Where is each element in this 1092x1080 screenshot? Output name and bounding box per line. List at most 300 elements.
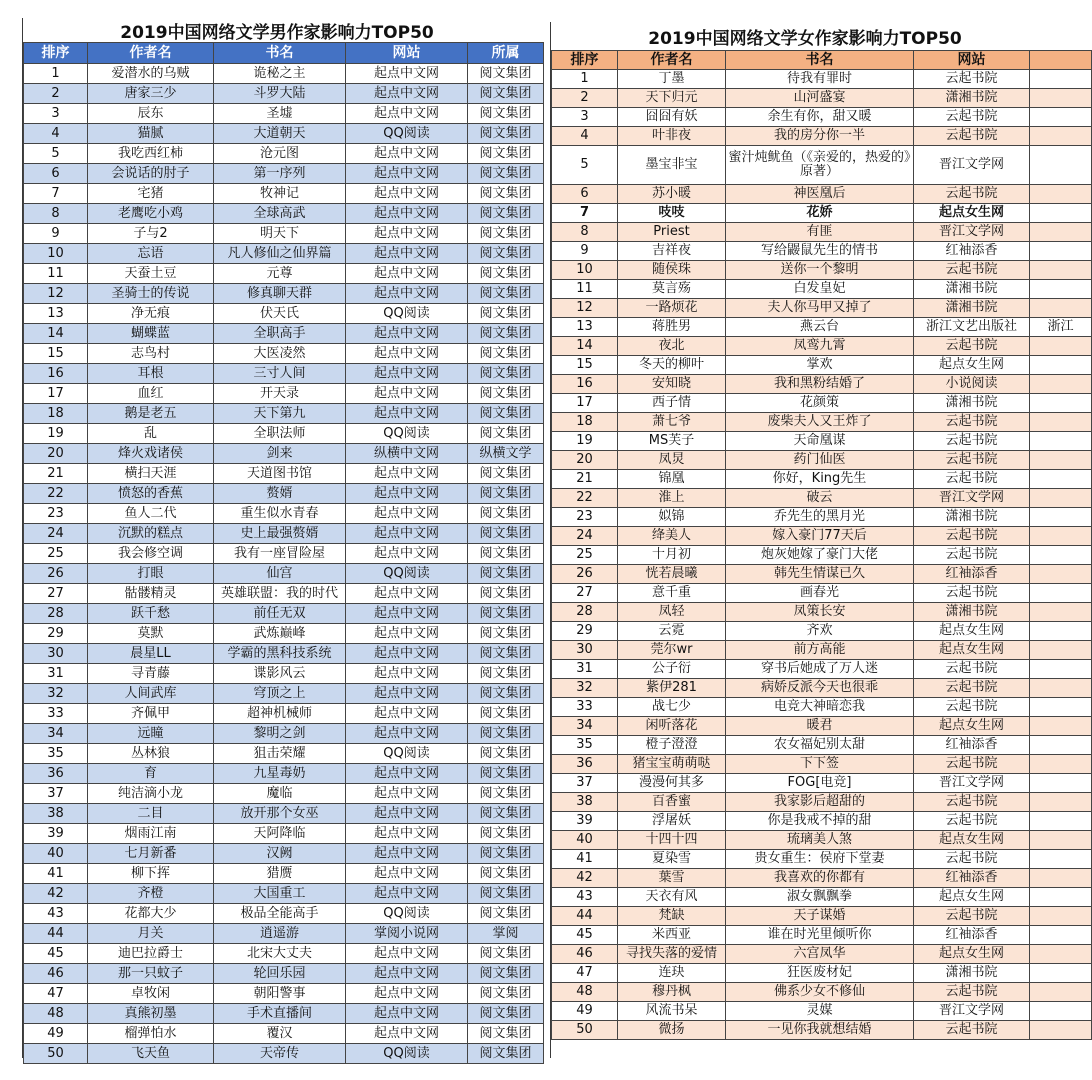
group-cell — [1030, 299, 1092, 318]
group-cell: 阅文集团 — [468, 204, 544, 224]
author-cell: 烽火戏诸侯 — [88, 444, 214, 464]
author-cell: 锦凰 — [618, 470, 726, 489]
table-row — [552, 527, 1092, 546]
rank-cell: 42 — [552, 869, 618, 888]
author-cell: 卓牧闲 — [88, 984, 214, 1004]
author-cell: 吱吱 — [618, 204, 726, 223]
book-cell: 开天录 — [214, 384, 346, 404]
author-cell: 夜北 — [618, 337, 726, 356]
site-cell: 红袖添香 — [914, 242, 1030, 261]
group-cell: 阅文集团 — [468, 504, 544, 524]
author-cell: 随侯珠 — [618, 261, 726, 280]
header-author: 作者名 — [88, 43, 214, 64]
rank-cell: 44 — [24, 924, 88, 944]
table-row — [552, 793, 1092, 812]
rank-cell: 10 — [552, 261, 618, 280]
group-cell — [1030, 280, 1092, 299]
rank-cell: 45 — [24, 944, 88, 964]
author-cell: 紫伊281 — [618, 679, 726, 698]
rank-cell: 40 — [552, 831, 618, 850]
table-row — [24, 124, 544, 144]
table-row — [552, 964, 1092, 983]
site-cell: 云起书院 — [914, 70, 1030, 89]
book-cell: 前任无双 — [214, 604, 346, 624]
table-row — [24, 1004, 544, 1024]
book-cell: 史上最强赘婿 — [214, 524, 346, 544]
book-cell: 仙宫 — [214, 564, 346, 584]
author-cell: 百香蜜 — [618, 793, 726, 812]
rank-cell: 43 — [24, 904, 88, 924]
table-row — [552, 280, 1092, 299]
book-cell: 逍遥游 — [214, 924, 346, 944]
table-row — [552, 299, 1092, 318]
rank-cell: 43 — [552, 888, 618, 907]
rank-cell: 7 — [552, 204, 618, 223]
book-cell: 魔临 — [214, 784, 346, 804]
table-row — [552, 413, 1092, 432]
header-group: 所属 — [468, 43, 544, 64]
rank-cell: 35 — [24, 744, 88, 764]
rank-cell: 49 — [24, 1024, 88, 1044]
site-cell: 起点中文网 — [346, 384, 468, 404]
book-cell: 极品全能高手 — [214, 904, 346, 924]
author-cell: 凤轻 — [618, 603, 726, 622]
rank-cell: 40 — [24, 844, 88, 864]
site-cell: 起点中文网 — [346, 524, 468, 544]
rank-cell: 48 — [552, 983, 618, 1002]
group-cell — [1030, 831, 1092, 850]
site-cell: 云起书院 — [914, 527, 1030, 546]
book-cell: 燕云台 — [726, 318, 914, 337]
group-cell: 阅文集团 — [468, 424, 544, 444]
author-cell: 育 — [88, 764, 214, 784]
header-rank: 排序 — [24, 43, 88, 64]
rank-cell: 50 — [552, 1021, 618, 1040]
book-cell: 电竞大神暗恋我 — [726, 698, 914, 717]
table-row — [24, 64, 544, 84]
rank-cell: 31 — [24, 664, 88, 684]
rank-cell: 15 — [552, 356, 618, 375]
rank-cell: 30 — [552, 641, 618, 660]
rank-cell: 38 — [552, 793, 618, 812]
author-cell: 西子情 — [618, 394, 726, 413]
book-cell: 乔先生的黑月光 — [726, 508, 914, 527]
site-cell: 云起书院 — [914, 127, 1030, 146]
table-row — [24, 944, 544, 964]
author-cell: 莞尔wr — [618, 641, 726, 660]
site-cell: 潇湘书院 — [914, 280, 1030, 299]
table-row — [24, 484, 544, 504]
site-cell: 起点中文网 — [346, 404, 468, 424]
site-cell: 云起书院 — [914, 660, 1030, 679]
book-cell: 药门仙医 — [726, 451, 914, 470]
group-cell — [1030, 70, 1092, 89]
site-cell: QQ阅读 — [346, 1044, 468, 1064]
book-cell: 九星毒奶 — [214, 764, 346, 784]
table-row — [552, 888, 1092, 907]
book-cell: 赘婿 — [214, 484, 346, 504]
site-cell: 起点中文网 — [346, 264, 468, 284]
book-cell: 凡人修仙之仙界篇 — [214, 244, 346, 264]
table-row — [552, 926, 1092, 945]
book-cell: 前方高能 — [726, 641, 914, 660]
author-cell: 沉默的糕点 — [88, 524, 214, 544]
site-cell: 潇湘书院 — [914, 394, 1030, 413]
author-cell: 风流书呆 — [618, 1002, 726, 1021]
book-cell: 天子谋婚 — [726, 907, 914, 926]
table-row — [552, 660, 1092, 679]
author-cell: 漫漫何其多 — [618, 774, 726, 793]
book-cell: 暖君 — [726, 717, 914, 736]
book-cell: 蜜汁炖鱿鱼（《亲爱的，热爱的》原著） — [726, 146, 914, 185]
group-cell — [1030, 964, 1092, 983]
site-cell: 晋江文学网 — [914, 1002, 1030, 1021]
book-cell: 剑来 — [214, 444, 346, 464]
group-cell: 阅文集团 — [468, 284, 544, 304]
book-cell: 狂医废材妃 — [726, 964, 914, 983]
author-cell: MS芙子 — [618, 432, 726, 451]
author-cell: 天下归元 — [618, 89, 726, 108]
author-cell: 一路烦花 — [618, 299, 726, 318]
table-row — [24, 204, 544, 224]
group-cell: 阅文集团 — [468, 904, 544, 924]
group-cell — [1030, 451, 1092, 470]
author-cell: 鱼人二代 — [88, 504, 214, 524]
book-cell: 淑女飘飘拳 — [726, 888, 914, 907]
site-cell: 纵横中文网 — [346, 444, 468, 464]
header-site: 网站 — [346, 43, 468, 64]
book-cell: 画春光 — [726, 584, 914, 603]
site-cell: 潇湘书院 — [914, 603, 1030, 622]
rank-cell: 49 — [552, 1002, 618, 1021]
book-cell: 轮回乐园 — [214, 964, 346, 984]
table-row — [24, 724, 544, 744]
female-table-title: 2019中国网络文学女作家影响力TOP50 — [648, 28, 962, 49]
site-cell: 云起书院 — [914, 907, 1030, 926]
table-row — [24, 364, 544, 384]
site-cell: 起点中文网 — [346, 204, 468, 224]
table-row — [552, 679, 1092, 698]
book-cell: 掌欢 — [726, 356, 914, 375]
group-cell: 阅文集团 — [468, 364, 544, 384]
author-cell: 柳下挥 — [88, 864, 214, 884]
site-cell: 起点中文网 — [346, 724, 468, 744]
author-cell: 凤炅 — [618, 451, 726, 470]
group-cell — [1030, 356, 1092, 375]
book-cell: 猎赝 — [214, 864, 346, 884]
author-cell: 意千重 — [618, 584, 726, 603]
rank-cell: 20 — [552, 451, 618, 470]
book-cell: 琉璃美人煞 — [726, 831, 914, 850]
table-row — [24, 604, 544, 624]
rank-cell: 21 — [552, 470, 618, 489]
table-row — [24, 444, 544, 464]
group-cell: 阅文集团 — [468, 184, 544, 204]
group-cell: 阅文集团 — [468, 944, 544, 964]
group-cell — [1030, 850, 1092, 869]
site-cell: 起点女生网 — [914, 945, 1030, 964]
author-cell: 囧囧有妖 — [618, 108, 726, 127]
book-cell: 灵媒 — [726, 1002, 914, 1021]
book-cell: 超神机械师 — [214, 704, 346, 724]
male-authors-panel — [22, 18, 532, 1061]
book-cell: 你好，King先生 — [726, 470, 914, 489]
group-cell: 阅文集团 — [468, 1004, 544, 1024]
rank-cell: 45 — [552, 926, 618, 945]
rank-cell: 8 — [24, 204, 88, 224]
rank-cell: 39 — [552, 812, 618, 831]
site-cell: 起点女生网 — [914, 888, 1030, 907]
site-cell: 起点女生网 — [914, 356, 1030, 375]
female-table-body — [552, 70, 1092, 1040]
group-cell — [1030, 565, 1092, 584]
author-cell: 梵缺 — [618, 907, 726, 926]
book-cell: 大道朝天 — [214, 124, 346, 144]
site-cell: 小说阅读 — [914, 375, 1030, 394]
rank-cell: 28 — [552, 603, 618, 622]
group-cell: 阅文集团 — [468, 304, 544, 324]
site-cell: 云起书院 — [914, 679, 1030, 698]
header-book: 书名 — [214, 43, 346, 64]
rank-cell: 6 — [552, 185, 618, 204]
rank-cell: 24 — [24, 524, 88, 544]
table-row — [552, 70, 1092, 89]
author-cell: 纯洁滴小龙 — [88, 784, 214, 804]
rank-cell: 36 — [552, 755, 618, 774]
table-row — [24, 284, 544, 304]
table-row — [552, 242, 1092, 261]
book-cell: 朝阳警事 — [214, 984, 346, 1004]
book-cell: 炮灰她嫁了豪门大佬 — [726, 546, 914, 565]
author-cell: 十月初 — [618, 546, 726, 565]
author-cell: 血红 — [88, 384, 214, 404]
table-row — [552, 470, 1092, 489]
group-cell — [1030, 603, 1092, 622]
table-row — [552, 603, 1092, 622]
site-cell: 云起书院 — [914, 261, 1030, 280]
author-cell: 跃千愁 — [88, 604, 214, 624]
rank-cell: 5 — [552, 146, 618, 185]
book-cell: 神医凰后 — [726, 185, 914, 204]
author-cell: 乱 — [88, 424, 214, 444]
author-cell: 闲听落花 — [618, 717, 726, 736]
book-cell: 凤策长安 — [726, 603, 914, 622]
book-cell: 圣墟 — [214, 104, 346, 124]
site-cell: 起点中文网 — [346, 484, 468, 504]
book-cell: 天命凰谋 — [726, 432, 914, 451]
group-cell — [1030, 926, 1092, 945]
site-cell: 起点中文网 — [346, 184, 468, 204]
author-cell: 花都大少 — [88, 904, 214, 924]
group-cell: 阅文集团 — [468, 164, 544, 184]
rank-cell: 29 — [24, 624, 88, 644]
table-row — [24, 704, 544, 724]
rank-cell: 29 — [552, 622, 618, 641]
site-cell: 云起书院 — [914, 470, 1030, 489]
site-cell: 红袖添香 — [914, 565, 1030, 584]
author-cell: 迪巴拉爵士 — [88, 944, 214, 964]
group-cell: 阅文集团 — [468, 744, 544, 764]
site-cell: 潇湘书院 — [914, 508, 1030, 527]
male-table-title: 2019中国网络文学男作家影响力TOP50 — [120, 22, 434, 43]
table-row — [24, 664, 544, 684]
book-cell: 元尊 — [214, 264, 346, 284]
table-row — [24, 264, 544, 284]
author-cell: 齐佩甲 — [88, 704, 214, 724]
rank-cell: 7 — [24, 184, 88, 204]
table-row — [552, 546, 1092, 565]
site-cell: 起点中文网 — [346, 64, 468, 84]
table-row — [552, 356, 1092, 375]
group-cell: 阅文集团 — [468, 384, 544, 404]
rank-cell: 25 — [552, 546, 618, 565]
rank-cell: 27 — [552, 584, 618, 603]
table-row — [552, 736, 1092, 755]
table-row — [552, 774, 1092, 793]
book-cell: 狙击荣耀 — [214, 744, 346, 764]
author-cell: 恍若晨曦 — [618, 565, 726, 584]
book-cell: 穿书后她成了万人迷 — [726, 660, 914, 679]
book-cell: 韩先生情谋已久 — [726, 565, 914, 584]
site-cell: 晋江文学网 — [914, 489, 1030, 508]
rank-cell: 15 — [24, 344, 88, 364]
group-cell — [1030, 793, 1092, 812]
table-header-row — [24, 43, 544, 64]
rank-cell: 23 — [552, 508, 618, 527]
table-row — [24, 924, 544, 944]
author-cell: 丛林狼 — [88, 744, 214, 764]
rank-cell: 3 — [552, 108, 618, 127]
rank-cell: 2 — [24, 84, 88, 104]
table-row — [24, 544, 544, 564]
book-cell: 三寸人间 — [214, 364, 346, 384]
author-cell: 唐家三少 — [88, 84, 214, 104]
group-cell: 阅文集团 — [468, 624, 544, 644]
author-cell: 穆丹枫 — [618, 983, 726, 1002]
site-cell: QQ阅读 — [346, 904, 468, 924]
rank-cell: 13 — [552, 318, 618, 337]
site-cell: QQ阅读 — [346, 424, 468, 444]
author-cell: 叶非夜 — [618, 127, 726, 146]
group-cell — [1030, 223, 1092, 242]
rank-cell: 17 — [552, 394, 618, 413]
book-cell: 谁在时光里倾听你 — [726, 926, 914, 945]
group-cell — [1030, 242, 1092, 261]
site-cell: 潇湘书院 — [914, 964, 1030, 983]
table-row — [24, 884, 544, 904]
author-cell: 骷髅精灵 — [88, 584, 214, 604]
group-cell: 阅文集团 — [468, 664, 544, 684]
group-cell: 阅文集团 — [468, 84, 544, 104]
male-table-body — [24, 64, 544, 1064]
table-row — [552, 223, 1092, 242]
table-row — [552, 1021, 1092, 1040]
rank-cell: 24 — [552, 527, 618, 546]
female-authors-panel — [550, 22, 1074, 1058]
site-cell: 起点中文网 — [346, 584, 468, 604]
group-cell — [1030, 869, 1092, 888]
author-cell: 吉祥夜 — [618, 242, 726, 261]
table-row — [552, 983, 1092, 1002]
rank-cell: 26 — [24, 564, 88, 584]
site-cell: 云起书院 — [914, 1021, 1030, 1040]
author-cell: 宅猪 — [88, 184, 214, 204]
book-cell: 天帝传 — [214, 1044, 346, 1064]
site-cell: 起点中文网 — [346, 344, 468, 364]
rank-cell: 31 — [552, 660, 618, 679]
rank-cell: 19 — [552, 432, 618, 451]
site-cell: 云起书院 — [914, 755, 1030, 774]
site-cell: 起点中文网 — [346, 244, 468, 264]
book-cell: 大国重工 — [214, 884, 346, 904]
table-row — [24, 224, 544, 244]
book-cell: 诡秘之主 — [214, 64, 346, 84]
book-cell: 谍影风云 — [214, 664, 346, 684]
group-cell: 掌阅 — [468, 924, 544, 944]
group-cell — [1030, 204, 1092, 223]
site-cell: 云起书院 — [914, 983, 1030, 1002]
book-cell: 英雄联盟：我的时代 — [214, 584, 346, 604]
author-cell: 墨宝非宝 — [618, 146, 726, 185]
rank-cell: 36 — [24, 764, 88, 784]
table-row — [552, 831, 1092, 850]
site-cell: 起点中文网 — [346, 324, 468, 344]
group-cell — [1030, 185, 1092, 204]
author-cell: 圣骑士的传说 — [88, 284, 214, 304]
author-cell: 苏小暖 — [618, 185, 726, 204]
site-cell: 起点中文网 — [346, 684, 468, 704]
rank-cell: 14 — [24, 324, 88, 344]
author-cell: 猪宝宝萌萌哒 — [618, 755, 726, 774]
rank-cell: 1 — [24, 64, 88, 84]
book-cell: 黎明之剑 — [214, 724, 346, 744]
site-cell: QQ阅读 — [346, 124, 468, 144]
group-cell: 阅文集团 — [468, 764, 544, 784]
table-row — [24, 784, 544, 804]
author-cell: 淮上 — [618, 489, 726, 508]
book-cell: 我和黑粉结婚了 — [726, 375, 914, 394]
rank-cell: 28 — [24, 604, 88, 624]
site-cell: 云起书院 — [914, 850, 1030, 869]
rank-cell: 3 — [24, 104, 88, 124]
rank-cell: 41 — [24, 864, 88, 884]
rank-cell: 10 — [24, 244, 88, 264]
rank-cell: 33 — [24, 704, 88, 724]
table-row — [24, 684, 544, 704]
table-row — [552, 318, 1092, 337]
group-cell: 阅文集团 — [468, 544, 544, 564]
site-cell: 起点女生网 — [914, 641, 1030, 660]
rank-cell: 33 — [552, 698, 618, 717]
group-cell — [1030, 1021, 1092, 1040]
group-cell — [1030, 755, 1092, 774]
site-cell: 起点中文网 — [346, 104, 468, 124]
rank-cell: 47 — [552, 964, 618, 983]
author-cell: 寻找失落的爱情 — [618, 945, 726, 964]
book-cell: 我有一座冒险屋 — [214, 544, 346, 564]
group-cell: 阅文集团 — [468, 644, 544, 664]
group-cell — [1030, 89, 1092, 108]
book-cell: 明天下 — [214, 224, 346, 244]
table-row — [24, 624, 544, 644]
rank-cell: 50 — [24, 1044, 88, 1064]
group-cell — [1030, 375, 1092, 394]
book-cell: 大医凌然 — [214, 344, 346, 364]
site-cell: 红袖添香 — [914, 736, 1030, 755]
group-cell — [1030, 774, 1092, 793]
author-cell: 姒锦 — [618, 508, 726, 527]
group-cell: 阅文集团 — [468, 724, 544, 744]
